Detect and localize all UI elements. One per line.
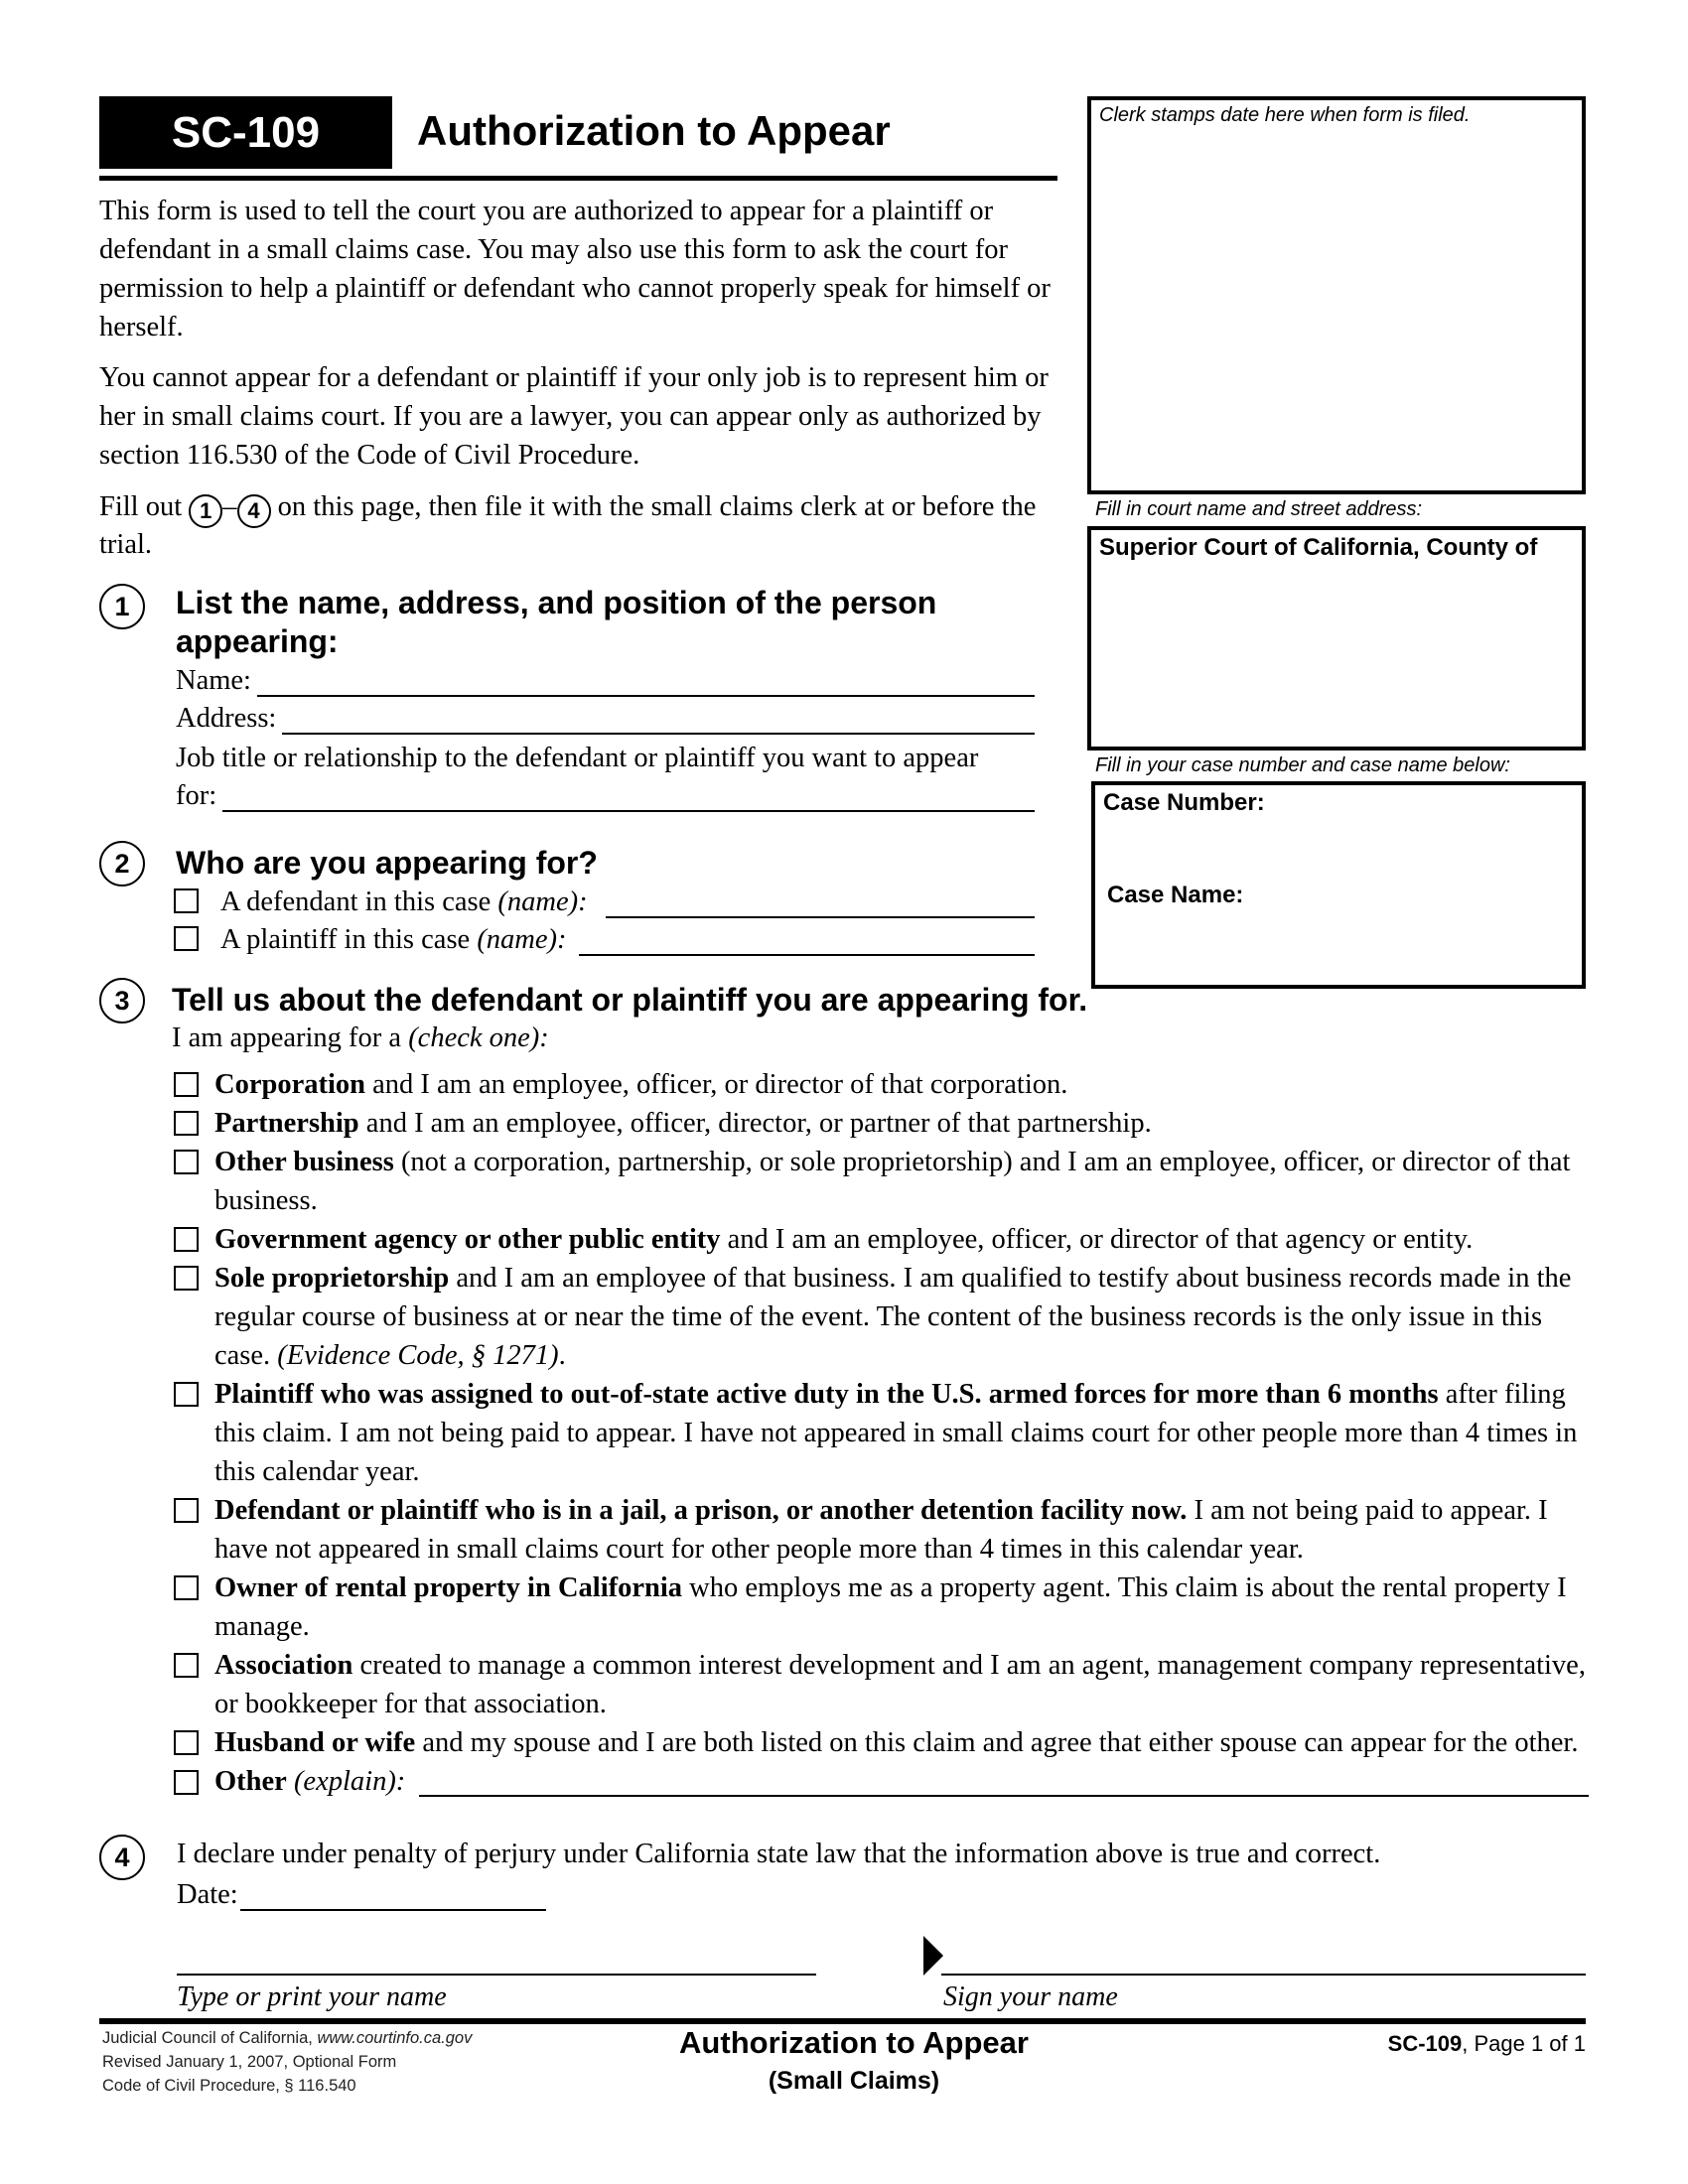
corporation-checkbox[interactable] [174,1072,199,1097]
intro-paragraph-1: This form is used to tell the court you are authorized to appear for a plaintiff or defendant in a small claims case. You may also use this form to ask the court for permission to help a plaintiff or defendant who cannot properly speak for himself or herself. [99,196,1051,342]
signature-input[interactable] [941,1974,1586,1976]
print-name-label: Type or print your name [177,1981,447,2012]
step-number-badge: 4 [237,494,271,528]
defendant-option-hint: (name): [497,887,588,917]
court-address-field[interactable] [1087,526,1586,751]
intro-fill-out-text: Fill out [99,491,183,522]
name-input[interactable] [257,669,1035,697]
footer-page-info [1388,2031,1586,2057]
sign-name-label: Sign your name [943,1981,1118,2012]
option-government-agency [174,1220,1589,1259]
court-address-label: Fill in court name and street address: [1095,498,1423,520]
section-3-heading: Tell us about the defendant or plaintiff you are appearing for. [172,982,1088,1018]
section-1-number: 1 [99,584,145,629]
option-title: Other [214,1766,287,1797]
option-title: Corporation [214,1069,365,1100]
entity-type-options [174,1065,1589,1801]
option-description: after filing this claim. I am not being paid to appear. I have not appeared in small claims court for other people more than 4 times in this calendar year. [214,1379,1578,1487]
plaintiff-option-row [174,924,1035,956]
option-corporation [174,1065,1589,1104]
plaintiff-name-input[interactable] [579,928,1035,956]
option-title: Sole proprietorship [214,1263,450,1294]
case-name-field[interactable]: Case Name: [1107,882,1244,908]
page-number: , Page 1 of 1 [1462,2031,1586,2056]
range-dash: – [222,491,237,522]
check-one-hint: (check one): [408,1023,549,1053]
footer-form-id: SC-109 [1387,2031,1463,2056]
section-4-number: 4 [99,1835,145,1880]
publisher-name: Judicial Council of California, [102,2029,318,2047]
option-association [174,1646,1589,1723]
intro-paragraph-2: You cannot appear for a defendant or plaintiff if your only job is to represent him or her in small claims court. If you are a lawyer, you can appear only as authorized by section 116.530 of the Code of Civil Procedure. [99,362,1049,471]
defendant-name-input[interactable] [606,890,1035,918]
date-field-row [177,1879,546,1911]
section-2-heading: Who are you appearing for? [176,845,598,881]
case-info-label: Fill in your case number and case name below: [1095,754,1510,776]
option-partnership [174,1104,1589,1143]
job-title-input[interactable] [222,784,1035,812]
military-plaintiff-checkbox[interactable] [174,1382,199,1407]
form-id: SC-109 [171,107,321,157]
check-one-text: I am appearing for a [172,1023,402,1053]
option-title: Association [214,1650,353,1681]
name-label: Name: [176,665,251,696]
other-explain-input[interactable] [419,1769,1589,1797]
option-description: I am not being paid to appear. I have not appeared in small claims court for other people more than 4 times in this calendar year. [214,1495,1548,1565]
address-label: Address: [176,703,277,734]
option-description: and I am an employee, officer, or director of that agency or entity. [720,1224,1474,1255]
option-sole-proprietorship [174,1259,1589,1375]
section-3-number: 3 [99,978,145,1024]
intro-instructions-text: on this page, then file it with the small claims clerk at or before the trial. [99,491,1037,560]
option-spouse [174,1723,1589,1762]
government-agency-checkbox[interactable] [174,1227,199,1252]
option-other-business [174,1143,1589,1220]
plaintiff-option-label: A plaintiff in this case [220,924,471,955]
option-title: Plaintiff who was assigned to out-of-state active duty in the U.S. armed forces for more than 6 months [214,1379,1439,1410]
footer-form-subtitle: (Small Claims) [768,2067,940,2095]
job-title-label-for: for: [176,780,217,811]
option-description: (not a corporation, partnership, or sole proprietorship) and I am an employee, officer, or director of that business. [214,1147,1571,1216]
option-title: Defendant or plaintiff who is in a jail, a prison, or another detention facility now. [214,1495,1188,1526]
defendant-option-row [174,887,1035,918]
defendant-option-label: A defendant in this case [220,887,492,917]
clerk-stamp-box [1087,96,1586,494]
name-field-row [176,665,1035,697]
address-field-row [176,703,1035,735]
footer-divider [99,2018,1586,2024]
option-military-plaintiff [174,1375,1589,1491]
case-number-field[interactable]: Case Number: [1103,789,1265,816]
signature-arrow-icon [923,1936,943,1976]
clerk-stamp-label: Clerk stamps date here when form is filed. [1099,104,1471,126]
option-title: Partnership [214,1108,359,1139]
spouse-checkbox[interactable] [174,1730,199,1755]
option-description: and I am an employee of that business. I am qualified to testify about business records made in the regular course of business at or near the time of the event. The content of the business records is the only issue in this case. [214,1263,1572,1371]
association-checkbox[interactable] [174,1653,199,1678]
header-divider [99,176,1057,181]
rental-property-checkbox[interactable] [174,1575,199,1600]
date-label: Date: [177,1879,238,1910]
step-number-badge: 1 [189,494,222,528]
perjury-declaration: I declare under penalty of perjury under California state law that the information above is true and correct. [177,1839,1381,1869]
address-input[interactable] [282,707,1035,735]
court-name-prefix: Superior Court of California, County of [1099,534,1538,561]
print-name-input[interactable] [177,1974,816,1976]
form-title: Authorization to Appear [417,107,891,154]
detention-facility-checkbox[interactable] [174,1498,199,1523]
footer-publisher [102,2029,472,2048]
option-title: Other business [214,1147,394,1177]
option-description: and I am an employee, officer, director, or partner of that partnership. [358,1108,1152,1139]
job-title-label: Job title or relationship to the defendant or plaintiff you want to appear [176,743,979,773]
option-detention-facility [174,1491,1589,1569]
option-description: and my spouse and I are both listed on this claim and agree that either spouse can appear for the other. [415,1727,1579,1758]
footer-form-title: Authorization to Appear [679,2025,1029,2060]
publisher-website: www.courtinfo.ca.gov [317,2029,473,2047]
option-description: created to manage a common interest development and I am an agent, management company representative, or bookkeeper for that association. [214,1650,1586,1719]
section-3-instruction [172,1023,549,1054]
other-hint: (explain): [293,1766,406,1797]
other-business-checkbox[interactable] [174,1150,199,1174]
option-citation: (Evidence Code, § 1271) [277,1340,559,1371]
footer-revision: Revised January 1, 2007, Optional Form [102,2053,397,2071]
intro-paragraph-3 [99,490,1053,561]
plaintiff-option-hint: (name): [477,924,567,955]
option-description: and I am an employee, officer, or director of that corporation. [365,1069,1068,1100]
plaintiff-checkbox[interactable] [174,926,199,951]
option-tail: . [558,1340,566,1371]
option-title: Husband or wife [214,1727,416,1758]
option-title: Owner of rental property in California [214,1572,683,1603]
case-info-box [1091,781,1586,989]
sole-proprietorship-checkbox[interactable] [174,1266,199,1291]
option-other [174,1762,1589,1801]
option-description: who employs me as a property agent. This claim is about the rental property I manage. [214,1572,1567,1642]
date-input[interactable] [240,1883,546,1911]
defendant-checkbox[interactable] [174,888,199,913]
partnership-checkbox[interactable] [174,1111,199,1136]
option-title: Government agency or other public entity [214,1224,721,1255]
section-2-number: 2 [99,841,145,887]
section-1-heading: List the name, address, and position of the person appearing: [176,585,937,659]
option-rental-property-owner [174,1569,1589,1646]
form-id-badge [99,96,392,169]
other-checkbox[interactable] [174,1770,199,1795]
job-title-field-row [176,780,1035,812]
footer-code-reference: Code of Civil Procedure, § 116.540 [102,2077,356,2095]
